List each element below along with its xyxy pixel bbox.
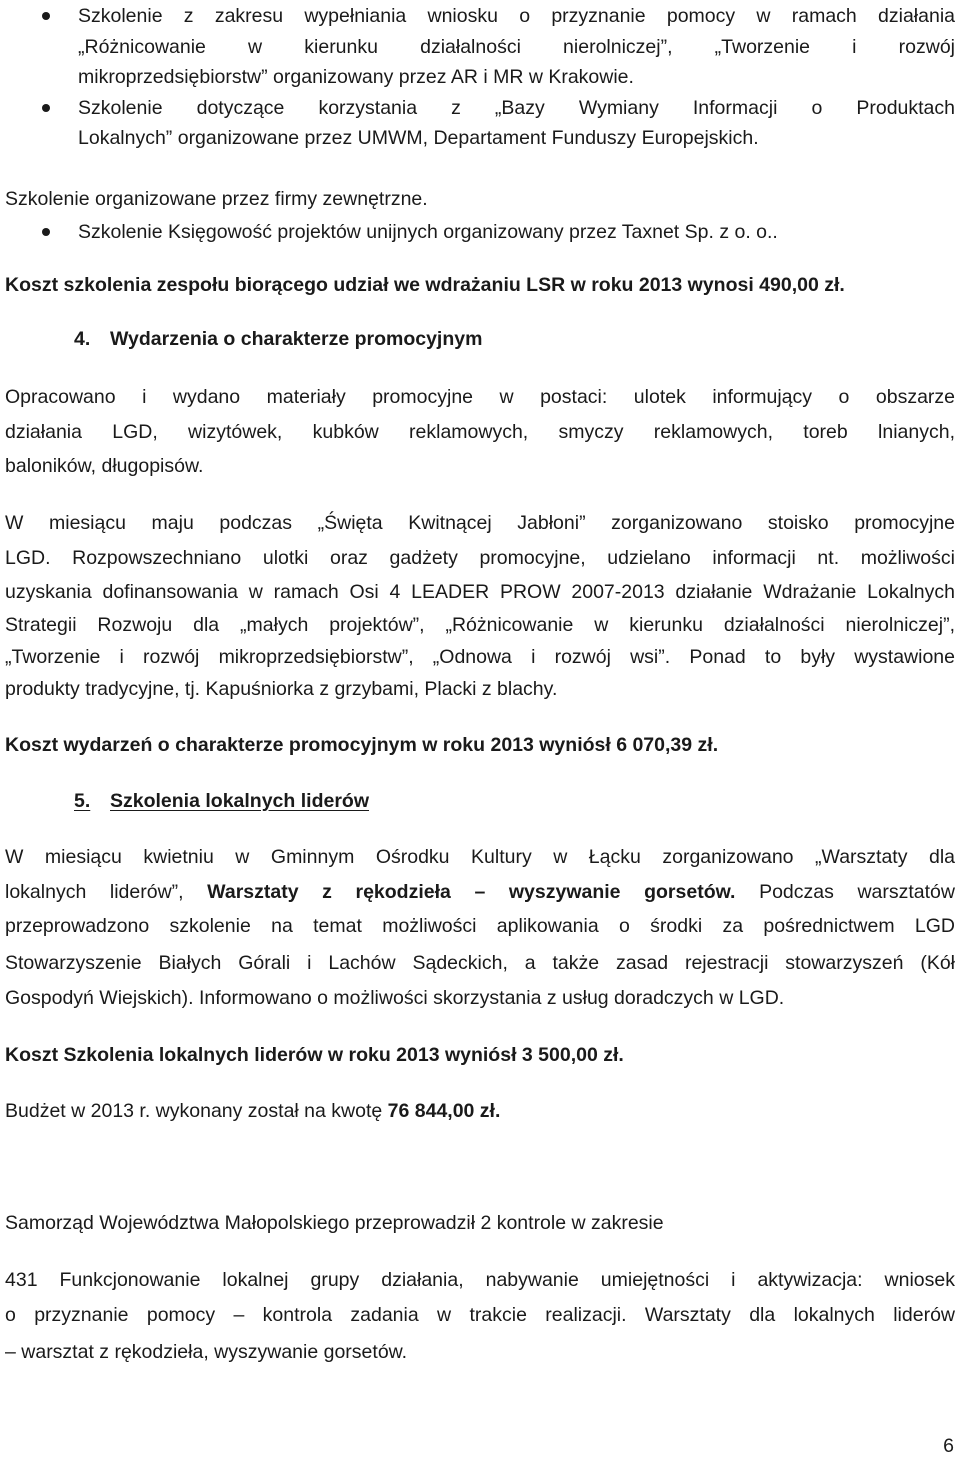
paragraph-line: przeprowadzono szkolenie na temat możliwości aplikowania o środki za pośrednictwem LGD [5, 915, 955, 937]
paragraph-line: produkty tradycyjne, tj. Kapuśniorka z grzybami, Placki z blachy. [5, 678, 558, 700]
text-segment: lokalnych liderów”, [5, 881, 184, 903]
cost-training: Koszt szkolenia zespołu biorącego udział we wdrażaniu LSR w roku 2013 wynosi 490,00 zł. [5, 274, 845, 296]
bullet-line: Szkolenie dotyczące korzystania z „Bazy Wymiany Informacji o Produktach [78, 97, 955, 119]
bullet-line: „Różnicowanie w kierunku działalności nierolniczej”, „Tworzenie i rozwój [78, 36, 955, 58]
control-line: – warsztat z rękodzieła, wyszywanie gorsetów. [5, 1341, 408, 1363]
text-segment: Podczas warsztatów [759, 881, 955, 903]
paragraph-line: działania LGD, wizytówek, kubków reklamowych, smyczy reklamowych, toreb lnianych, [5, 421, 955, 443]
section-title: Wydarzenia o charakterze promocyjnym [110, 328, 483, 350]
paragraph-line: LGD. Rozpowszechniano ulotki oraz gadżety promocyjne, udzielano informacji nt. możliwości [5, 547, 955, 569]
budget-line [5, 1095, 955, 1128]
cost-leaders: Koszt Szkolenia lokalnych liderów w roku 2013 wyniósł 3 500,00 zł. [5, 1044, 624, 1066]
page-number: 6 [943, 1435, 954, 1457]
bullet-marker [42, 104, 50, 112]
section-title: Szkolenia lokalnych liderów [110, 790, 369, 812]
paragraph-line: „Tworzenie i rozwój mikroprzedsiębiorstw”, „Odnowa i rozwój wsi”. Ponad to były wystawione [5, 646, 955, 668]
control-line: o przyznanie pomocy – kontrola zadania w trakcie realizacji. Warsztaty dla lokalnych liderów [5, 1304, 955, 1326]
bullet-marker [42, 12, 50, 20]
section-number: 4. [74, 328, 91, 350]
bullet-marker [42, 228, 50, 236]
external-heading: Szkolenie organizowane przez firmy zewnętrzne. [5, 188, 428, 210]
bullet-line: Szkolenie Księgowość projektów unijnych organizowany przez Taxnet Sp. z o. o.. [78, 221, 778, 243]
paragraph-line: baloników, długopisów. [5, 455, 204, 477]
paragraph-line: W miesiącu kwietniu w Gminnym Ośrodku Kultury w Łącku zorganizowano „Warsztaty dla [5, 846, 955, 868]
budget-text: Budżet w 2013 r. wykonany został na kwotę [5, 1100, 383, 1122]
paragraph-line: Gospodyń Wiejskich). Informowano o możliwości skorzystania z usług doradczych w LGD. [5, 987, 785, 1009]
paragraph-line: Opracowano i wydano materiały promocyjne w postaci: ulotek informujący o obszarze [5, 386, 955, 408]
bullet-line: Szkolenie z zakresu wypełniania wniosku o przyznanie pomocy w ramach działania [78, 5, 955, 27]
section-number: 5. [74, 790, 91, 812]
control-intro: Samorząd Województwa Małopolskiego przeprowadził 2 kontrole w zakresie [5, 1212, 664, 1234]
bold-segment: Warsztaty z rękodzieła – wyszywanie gorsetów. [207, 881, 736, 903]
bullet-line: mikroprzedsiębiorstw” organizowany przez AR i MR w Krakowie. [78, 66, 634, 88]
cost-promotion: Koszt wydarzeń o charakterze promocyjnym w roku 2013 wyniósł 6 070,39 zł. [5, 734, 719, 756]
paragraph-line: W miesiącu maju podczas „Święta Kwitnącej Jabłoni” zorganizowano stoisko promocyjne [5, 512, 955, 534]
paragraph-line-mixed [5, 876, 955, 909]
budget-amount: 76 844,00 zł. [387, 1100, 501, 1122]
paragraph-line: uzyskania dofinansowania w ramach Osi 4 LEADER PROW 2007-2013 działanie Wdrażanie Lokalnych [5, 581, 955, 603]
control-line: 431 Funkcjonowanie lokalnej grupy działania, nabywanie umiejętności i aktywizacja: wniosek [5, 1269, 955, 1291]
paragraph-line: Stowarzyszenie Białych Górali i Lachów Sądeckich, a także zasad rejestracji stowarzyszeń (Kół [5, 952, 955, 974]
bullet-line: Lokalnych” organizowane przez UMWM, Departament Funduszy Europejskich. [78, 127, 759, 149]
paragraph-line: Strategii Rozwoju dla „małych projektów”, „Różnicowanie w kierunku działalności nierolniczej”, [5, 614, 955, 636]
